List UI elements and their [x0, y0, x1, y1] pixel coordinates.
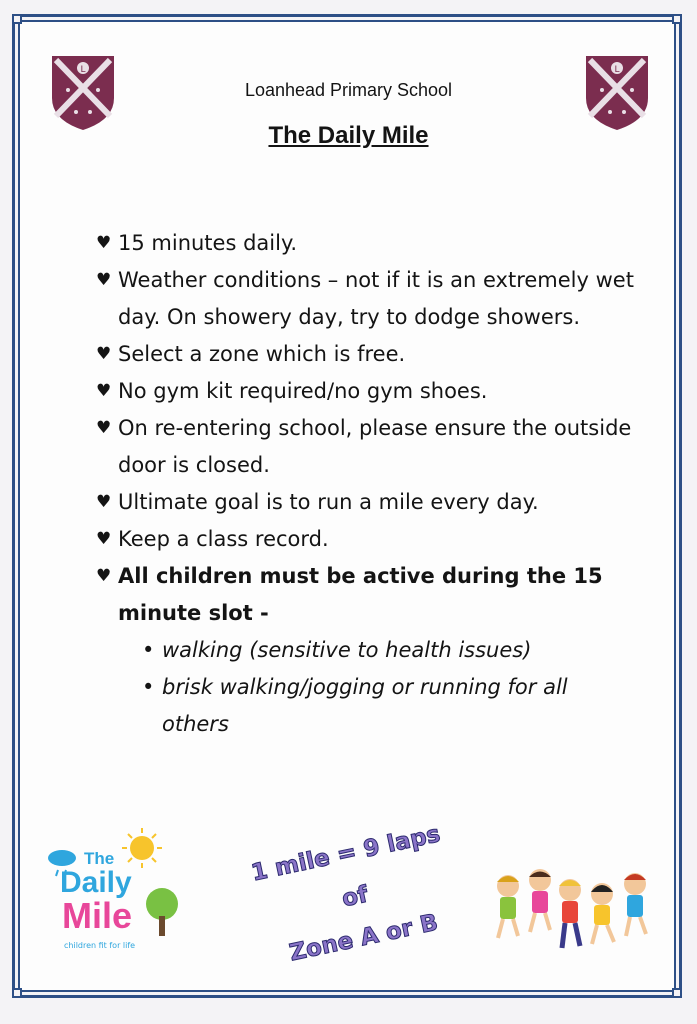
child-figure [529, 869, 551, 932]
heart-bullet-icon: ♥ [96, 270, 112, 290]
heart-bullet-icon: ♥ [96, 492, 112, 512]
page-title: The Daily Mile [268, 122, 429, 149]
bullet-dot-icon: • [142, 675, 155, 699]
subrule-item: • brisk walking/jogging or running for all others [136, 669, 636, 743]
tree-icon [146, 888, 178, 920]
laps-note-line1: 1 mile = 9 laps [249, 821, 443, 887]
rule-item: ♥ On re-entering school, please ensure the outside door is closed. [96, 410, 636, 484]
heart-bullet-icon: ♥ [96, 381, 112, 401]
rule-item: ♥ Weather conditions – not if it is an extremely wet day. On showery day, try to dodge showers. [96, 262, 636, 336]
subrules-list [118, 632, 636, 743]
heart-bullet-icon: ♥ [96, 529, 112, 549]
bullet-dot-icon: • [142, 638, 155, 662]
rule-item: ♥ Ultimate goal is to run a mile every day. [96, 484, 636, 521]
laps-note-line2: of [339, 881, 371, 913]
laps-note-line3: Zone A or B [287, 909, 441, 967]
rule-item: ♥ All children must be active during the 15 minute slot - • walking (sensitive to health issues) • brisk walking/jogging or running for all others [96, 558, 636, 743]
frame-corner [672, 988, 682, 998]
subrule-item: • walking (sensitive to health issues) [136, 632, 636, 669]
frame-corner [12, 988, 22, 998]
heart-bullet-icon: ♥ [96, 233, 112, 253]
child-figure [497, 875, 519, 938]
cloud-icon [48, 850, 76, 866]
logo-text-daily: Daily [60, 866, 132, 899]
rule-item: ♥ Select a zone which is free. [96, 336, 636, 373]
logo-text-mile: Mile [62, 895, 133, 936]
heart-bullet-icon: ♥ [96, 566, 112, 586]
child-figure [559, 879, 581, 948]
rules-list [96, 225, 636, 743]
child-figure [624, 873, 646, 936]
frame-corner [672, 14, 682, 24]
logo-text-the: The [84, 849, 115, 868]
frame-corner [12, 14, 22, 24]
daily-mile-logo [46, 826, 186, 956]
heart-bullet-icon: ♥ [96, 344, 112, 364]
crest-letter: L [614, 65, 620, 75]
logo-tagline: children fit for life [64, 941, 136, 950]
child-figure [591, 883, 614, 944]
crest-letter: L [80, 65, 86, 75]
school-name: Loanhead Primary School [244, 80, 453, 100]
sun-icon [130, 836, 154, 860]
rule-item: ♥ No gym kit required/no gym shoes. [96, 373, 636, 410]
rule-item: ♥ Keep a class record. [96, 521, 636, 558]
rule-item: ♥ 15 minutes daily. [96, 225, 636, 262]
heart-bullet-icon: ♥ [96, 418, 112, 438]
running-children-illustration [490, 868, 660, 958]
